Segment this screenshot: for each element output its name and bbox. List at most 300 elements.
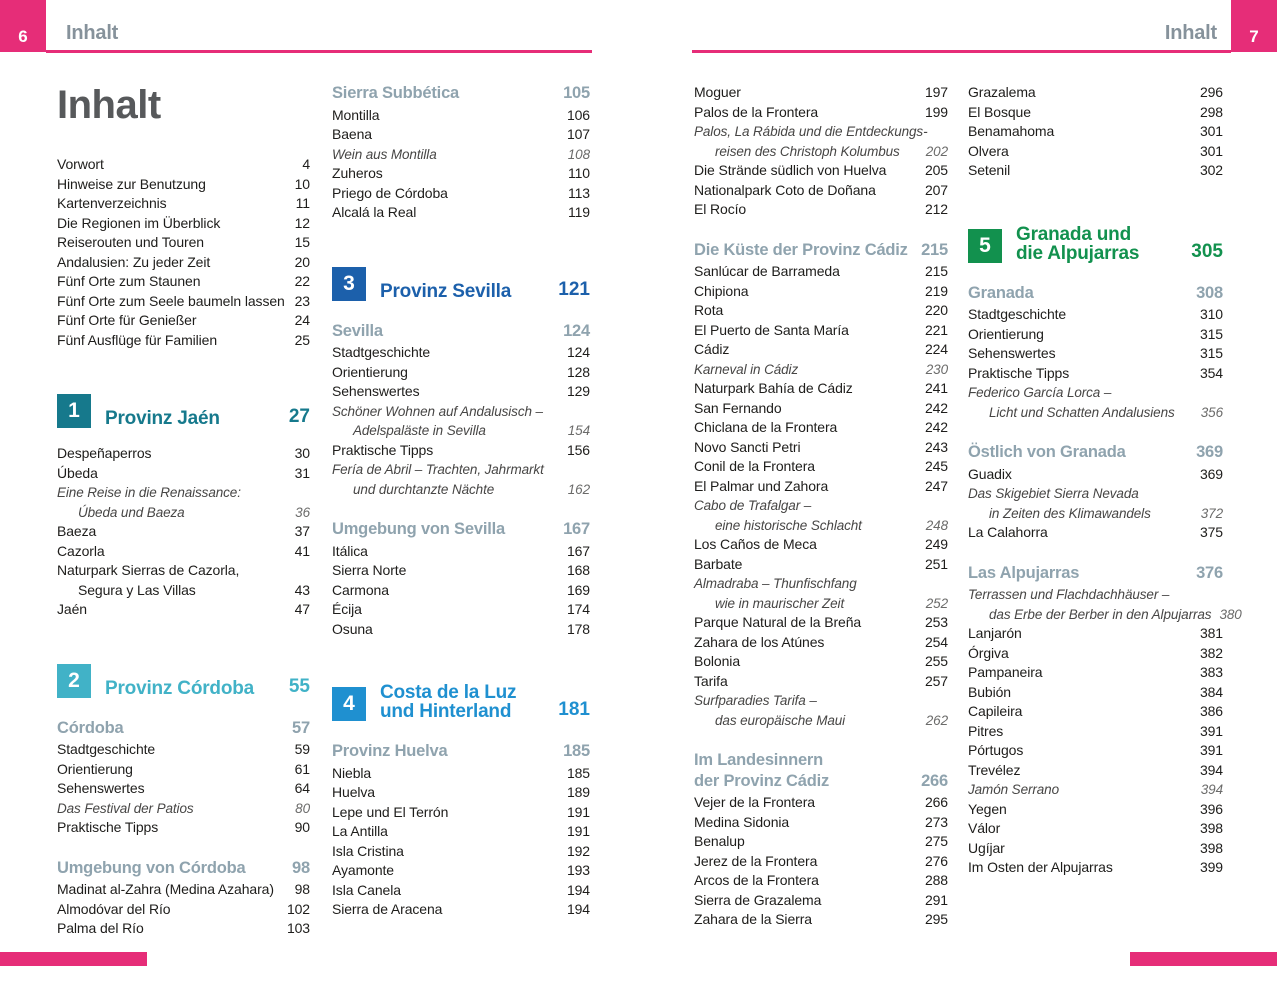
toc-entry xyxy=(694,477,948,497)
toc-entry-page: 220 xyxy=(924,302,948,318)
toc-entry-page: 11 xyxy=(295,195,310,211)
toc-entry xyxy=(57,503,310,523)
toc-entry-page: 24 xyxy=(294,312,310,328)
toc-entry-page: 253 xyxy=(924,614,948,630)
toc-entry-page: 20 xyxy=(294,253,310,270)
section-title-line: Die Küste der Provinz Cádiz xyxy=(694,240,908,259)
toc-entry-group xyxy=(694,83,948,220)
toc-entry xyxy=(332,460,590,480)
toc-entry xyxy=(332,581,590,601)
toc-entry-page: 43 xyxy=(294,581,310,598)
toc-entry-label: Baena xyxy=(332,126,372,142)
section-page: 185 xyxy=(563,742,590,760)
toc-entry xyxy=(968,800,1223,820)
chapter-title-line: und Hinterland xyxy=(380,701,512,722)
toc-entry-group xyxy=(332,542,590,640)
toc-entry-label: El Rocío xyxy=(694,201,747,217)
toc-entry-label: Écija xyxy=(332,601,362,617)
toc-entry-page: 61 xyxy=(294,760,310,777)
toc-entry xyxy=(968,305,1223,325)
toc-entry-label: El Palmar und Zahora xyxy=(694,477,829,494)
toc-entry xyxy=(57,253,310,273)
toc-entry-page: 189 xyxy=(566,784,590,800)
toc-entry-label: Licht und Schatten Andalusiens xyxy=(989,404,1175,420)
section-title-line: Umgebung von Sevilla xyxy=(332,520,505,538)
toc-entry xyxy=(57,542,310,562)
toc-entry xyxy=(694,574,948,594)
toc-entry-page: 23 xyxy=(294,292,310,309)
toc-entry-label: Capileira xyxy=(968,703,1023,719)
toc-entry-page: 4 xyxy=(302,156,310,172)
chapter-title-line: Provinz Córdoba xyxy=(105,677,255,699)
section-title-line: Granada xyxy=(968,283,1034,302)
toc-entry-label: Fería de Abril – Trachten, Jahrmarkt xyxy=(332,462,544,477)
toc-entry-page: 194 xyxy=(566,881,590,898)
section-page: 215 xyxy=(921,240,948,259)
section-title xyxy=(332,83,459,104)
toc-entry-page: 252 xyxy=(925,595,948,611)
toc-entry-page: 90 xyxy=(294,819,310,835)
toc-entry-page: 25 xyxy=(294,331,310,348)
toc-entry xyxy=(968,122,1223,142)
toc-entry-group xyxy=(332,343,590,499)
toc-entry xyxy=(57,483,310,503)
toc-entry-label: Vorwort xyxy=(57,156,104,172)
section-title xyxy=(968,563,1079,584)
toc-entry xyxy=(57,818,310,838)
chapter-page: 27 xyxy=(288,406,310,427)
toc-entry-label: Die Strände südlich von Huelva xyxy=(694,162,887,178)
toc-entry-label: Cabo de Trafalgar – xyxy=(694,498,812,513)
section-title-line: Las Alpujarras xyxy=(968,563,1080,582)
toc-entry xyxy=(57,175,310,195)
toc-entry-page: 302 xyxy=(1199,162,1223,178)
toc-entry xyxy=(694,832,948,852)
toc-entry-page: 298 xyxy=(1199,103,1223,120)
toc-entry-page: 255 xyxy=(924,653,948,669)
toc-entry-page: 382 xyxy=(1199,644,1223,661)
toc-entry-page: 221 xyxy=(924,321,948,338)
toc-entry xyxy=(968,644,1223,664)
toc-entry-page: 224 xyxy=(924,341,948,357)
section-page: 266 xyxy=(921,771,948,790)
section-title-line: Östlich von Granada xyxy=(968,443,1126,461)
toc-entry-label: Moguer xyxy=(694,84,741,100)
toc-entry-label: Vejer de la Frontera xyxy=(694,794,815,810)
section-title-line: Sevilla xyxy=(332,321,383,340)
toc-entry-label: Eine Reise in die Renaissance: xyxy=(57,485,241,500)
toc-entry xyxy=(57,919,310,939)
toc-entry-page: 15 xyxy=(294,234,310,250)
toc-entry-label: Carmona xyxy=(332,581,389,598)
toc-entry-page: 248 xyxy=(925,517,948,533)
chapter-number-badge: 4 xyxy=(332,687,366,721)
toc-entry-label: Trevélez xyxy=(968,761,1021,778)
toc-entry xyxy=(968,585,1223,605)
page-title: Inhalt xyxy=(57,83,161,127)
toc-entry-page: 107 xyxy=(566,126,590,142)
toc-entry-label: Das Festival der Patios xyxy=(57,800,194,816)
toc-entry xyxy=(332,561,590,581)
toc-entry-label: Hinweise zur Benutzung xyxy=(57,175,206,192)
toc-entry-label: Despeñaperros xyxy=(57,445,152,461)
toc-entry-label: Pampaneira xyxy=(968,664,1043,680)
toc-entry xyxy=(968,839,1223,859)
toc-entry xyxy=(57,581,310,601)
toc-entry xyxy=(694,142,948,162)
chapter-title-line: Provinz Jaén xyxy=(105,408,220,429)
toc-entry-label: Sierra de Aracena xyxy=(332,901,443,917)
toc-entry xyxy=(332,542,590,562)
section-page: 105 xyxy=(563,84,590,102)
header-rule-right xyxy=(692,50,1231,53)
toc-entry-label: Sehenswertes xyxy=(332,383,420,399)
section-heading xyxy=(332,519,590,540)
toc-entry-label: Úbeda xyxy=(57,464,98,481)
toc-entry-page: 288 xyxy=(924,872,948,888)
toc-entry-page: 113 xyxy=(567,184,590,201)
section-heading xyxy=(332,321,590,342)
toc-entry-page: 251 xyxy=(924,555,948,572)
toc-entry xyxy=(332,125,590,145)
toc-entry-page: 12 xyxy=(294,214,310,231)
toc-entry-page: 41 xyxy=(294,542,310,559)
toc-entry-label: Segura y Las Villas xyxy=(78,581,196,598)
page-number-left: 6 xyxy=(18,27,28,46)
chapter-title-line: Provinz Sevilla xyxy=(380,280,512,302)
toc-entry-page: 207 xyxy=(924,181,948,198)
toc-entry xyxy=(694,438,948,458)
toc-entry-page: 47 xyxy=(294,601,310,617)
toc-entry xyxy=(332,620,590,640)
toc-entry-label: Palos, La Rábida und die Entdeckungs- xyxy=(694,124,928,139)
toc-entry-page: 102 xyxy=(286,900,310,917)
toc-entry-page: 37 xyxy=(294,523,310,539)
toc-entry-label: Praktische Tipps xyxy=(968,364,1070,381)
toc-entry-label: das europäische Maui xyxy=(715,712,846,728)
toc-entry-page: 31 xyxy=(294,464,310,481)
toc-entry-page: 156 xyxy=(566,441,590,458)
toc-entry-label: Medina Sidonia xyxy=(694,813,790,830)
toc-entry-page: 202 xyxy=(925,143,948,159)
toc-entry xyxy=(332,184,590,204)
toc-entry-page: 257 xyxy=(924,672,948,689)
chapter-number-badge: 3 xyxy=(332,267,366,301)
toc-entry-page: 174 xyxy=(566,601,590,617)
toc-entry-label: wie in maurischer Zeit xyxy=(715,595,845,611)
chapter-heading xyxy=(332,267,590,301)
toc-entry-label: Naturpark Sierras de Cazorla, xyxy=(57,562,240,578)
toc-entry-label: Parque Natural de la Breña xyxy=(694,614,862,630)
toc-entry-page: 398 xyxy=(1199,820,1223,836)
toc-entry-page: 372 xyxy=(1200,505,1223,521)
toc-entry-label: Grazalema xyxy=(968,84,1036,100)
toc-entry-page: 191 xyxy=(566,803,590,820)
toc-entry xyxy=(332,803,590,823)
toc-entry-page: 394 xyxy=(1199,761,1223,778)
toc-entry xyxy=(57,760,310,780)
toc-entry-label: Stadtgeschichte xyxy=(57,741,156,757)
chapter-title xyxy=(380,282,550,301)
toc-entry xyxy=(57,311,310,331)
toc-entry xyxy=(694,399,948,419)
toc-entry xyxy=(694,262,948,282)
toc-entry-page: 310 xyxy=(1199,306,1223,322)
toc-entry-page: 193 xyxy=(566,862,590,878)
toc-entry-page: 80 xyxy=(295,800,310,816)
toc-entry xyxy=(968,344,1223,364)
toc-entry-label: Bolonia xyxy=(694,653,741,669)
toc-entry-label: Zahara de los Atúnes xyxy=(694,633,825,650)
section-title xyxy=(968,442,1126,463)
toc-entry-page: 205 xyxy=(924,162,948,178)
toc-entry xyxy=(332,480,590,500)
toc-entry-group xyxy=(57,880,310,939)
toc-entry-label: Reiserouten und Touren xyxy=(57,234,204,250)
toc-entry-label: Conil de la Frontera xyxy=(694,458,815,474)
chapter-title xyxy=(380,683,550,721)
toc-entry xyxy=(968,83,1223,103)
toc-entry-page: 391 xyxy=(1199,722,1223,739)
section-title-line: Umgebung von Córdoba xyxy=(57,858,246,877)
toc-entry-label: Cazorla xyxy=(57,542,105,559)
toc-entry-label: Schöner Wohnen auf Andalusisch – xyxy=(332,403,543,419)
toc-entry-label: Surfparadies Tarifa – xyxy=(694,693,817,708)
toc-entry xyxy=(968,702,1223,722)
section-page: 376 xyxy=(1196,563,1223,582)
toc-entry xyxy=(332,861,590,881)
toc-entry-page: 64 xyxy=(294,780,310,796)
toc-entry-page: 301 xyxy=(1199,142,1223,159)
toc-entry xyxy=(332,600,590,620)
toc-entry-page: 266 xyxy=(924,794,948,810)
chapter-title-line: Costa de la Luz xyxy=(380,682,517,703)
toc-entry-page: 185 xyxy=(566,764,590,781)
toc-entry-label: Naturpark Bahía de Cádiz xyxy=(694,380,853,396)
chapter-title-line: Granada und xyxy=(1016,223,1131,245)
chapter-number-badge: 5 xyxy=(968,229,1002,263)
toc-entry-label: Karneval in Cádiz xyxy=(694,361,799,377)
toc-entry-page: 197 xyxy=(924,84,948,100)
toc-entry-page: 219 xyxy=(924,282,948,299)
toc-entry-page: 384 xyxy=(1199,683,1223,700)
toc-entry-page: 356 xyxy=(1200,404,1223,420)
toc-entry xyxy=(694,910,948,930)
toc-entry xyxy=(57,233,310,253)
toc-entry-label: Stadtgeschichte xyxy=(968,306,1067,322)
toc-entry-label: Orientierung xyxy=(968,325,1044,342)
toc-entry-page: 215 xyxy=(924,263,948,279)
toc-entry-label: Palma del Río xyxy=(57,920,144,936)
toc-entry-page: 394 xyxy=(1200,782,1223,797)
toc-entry xyxy=(332,145,590,165)
toc-entry xyxy=(694,122,948,142)
toc-entry-label: Praktische Tipps xyxy=(332,441,434,458)
toc-entry-label: Adelspaläste in Sevilla xyxy=(353,423,486,438)
toc-entry-page: 178 xyxy=(566,620,590,637)
toc-entry xyxy=(332,783,590,803)
toc-entry-page: 128 xyxy=(566,363,590,380)
toc-entry-page: 199 xyxy=(924,103,948,120)
page-number-tab-left xyxy=(0,0,46,52)
toc-entry-page: 383 xyxy=(1199,664,1223,680)
toc-entry-page: 169 xyxy=(566,581,590,598)
toc-entry-label: Zuheros xyxy=(332,165,383,181)
section-title xyxy=(332,741,448,762)
toc-entry-page: 249 xyxy=(924,536,948,552)
toc-entry xyxy=(968,819,1223,839)
section-title xyxy=(332,321,383,342)
toc-entry-page: 192 xyxy=(566,842,590,859)
toc-entry xyxy=(694,83,948,103)
toc-entry-label: Andalusien: Zu jeder Zeit xyxy=(57,253,211,270)
toc-entry-page: 98 xyxy=(294,881,310,897)
toc-entry-page: 124 xyxy=(566,344,590,360)
toc-entry-page: 296 xyxy=(1199,84,1223,100)
toc-entry xyxy=(968,761,1223,781)
footer-bar-left xyxy=(0,952,147,966)
toc-entry-label: Chiclana de la Frontera xyxy=(694,419,838,435)
toc-entry-label: Jaén xyxy=(57,601,87,617)
toc-entry xyxy=(57,155,310,175)
toc-entry xyxy=(694,379,948,399)
toc-entry-label: El Puerto de Santa María xyxy=(694,321,849,338)
toc-entry xyxy=(332,441,590,461)
toc-entry-label: Ayamonte xyxy=(332,862,394,878)
toc-entry xyxy=(694,360,948,380)
toc-column-3 xyxy=(694,75,948,930)
toc-entry xyxy=(968,504,1223,524)
toc-entry xyxy=(694,457,948,477)
toc-entry xyxy=(57,799,310,819)
toc-entry-label: Isla Canela xyxy=(332,881,401,898)
toc-entry-page: 194 xyxy=(566,901,590,917)
page-number-right: 7 xyxy=(1249,27,1259,46)
toc-entry xyxy=(968,484,1223,504)
toc-entry-label: Barbate xyxy=(694,555,743,572)
toc-entry-page: 212 xyxy=(924,201,948,217)
toc-entry xyxy=(332,402,590,422)
toc-entry-label: Madinat al-Zahra (Medina Azahara) xyxy=(57,881,274,897)
toc-entry xyxy=(968,383,1223,403)
toc-entry xyxy=(694,181,948,201)
section-title-line: Im Landesinnern xyxy=(694,751,824,769)
toc-entry xyxy=(57,740,310,760)
chapter-title xyxy=(105,409,281,428)
toc-entry-label: Tarifa xyxy=(694,672,728,689)
toc-entry-page: 242 xyxy=(924,399,948,416)
toc-entry xyxy=(694,711,948,731)
toc-entry-label: Jerez de la Frontera xyxy=(694,852,818,869)
toc-entry-page: 262 xyxy=(925,712,948,728)
toc-entry xyxy=(968,465,1223,485)
section-page: 308 xyxy=(1196,283,1223,302)
toc-entry xyxy=(694,652,948,672)
toc-entry-label: Praktische Tipps xyxy=(57,819,159,835)
chapter-heading xyxy=(332,683,590,721)
toc-entry xyxy=(332,363,590,383)
toc-entry xyxy=(694,418,948,438)
chapter-title-line: die Alpujarras xyxy=(1016,242,1140,264)
toc-entry-page: 241 xyxy=(924,380,948,396)
section-heading xyxy=(57,858,310,879)
running-header-right: Inhalt xyxy=(1164,22,1217,44)
section-heading xyxy=(57,718,310,739)
toc-entry-page: 167 xyxy=(566,542,590,559)
toc-entry xyxy=(332,881,590,901)
toc-entry xyxy=(57,194,310,214)
toc-entry xyxy=(694,852,948,872)
toc-entry-label: Fünf Orte zum Staunen xyxy=(57,273,201,289)
toc-entry xyxy=(968,142,1223,162)
toc-entry-label: San Fernando xyxy=(694,399,782,416)
toc-entry-label: Jamón Serrano xyxy=(968,782,1059,797)
toc-entry xyxy=(57,444,310,464)
toc-entry xyxy=(968,325,1223,345)
section-title xyxy=(332,519,505,540)
toc-entry-page: 30 xyxy=(294,445,310,461)
toc-entry xyxy=(968,858,1223,878)
toc-entry-page: 243 xyxy=(924,438,948,455)
toc-entry-label: Terrassen und Flachdachhäuser – xyxy=(968,587,1170,602)
toc-entry-group xyxy=(694,793,948,930)
toc-entry-label: Órgiva xyxy=(968,644,1009,661)
chapter-heading xyxy=(57,394,310,428)
toc-entry-label: Die Regionen im Überblick xyxy=(57,214,221,231)
toc-entry-page: 36 xyxy=(295,504,310,520)
chapter-title xyxy=(105,679,281,698)
toc-entry-page: 230 xyxy=(925,361,948,377)
toc-entry xyxy=(694,161,948,181)
section-title-line: der Provinz Cádiz xyxy=(694,771,830,790)
toc-entry xyxy=(57,272,310,292)
toc-entry-label: Zahara de la Sierra xyxy=(694,911,812,927)
toc-entry-page: 254 xyxy=(924,633,948,650)
section-heading xyxy=(968,563,1223,584)
section-heading xyxy=(332,83,590,104)
toc-entry xyxy=(57,880,310,900)
toc-entry-label: Los Caños de Meca xyxy=(694,536,817,552)
toc-entry xyxy=(694,282,948,302)
chapter-page: 121 xyxy=(558,278,590,300)
toc-entry-group xyxy=(332,764,590,920)
toc-entry-page: 276 xyxy=(924,852,948,869)
toc-entry xyxy=(968,605,1242,625)
chapter-page: 55 xyxy=(288,675,310,697)
toc-entry xyxy=(694,496,948,516)
toc-entry xyxy=(968,683,1223,703)
toc-entry xyxy=(694,633,948,653)
toc-entry-label: Benamahoma xyxy=(968,123,1055,139)
toc-entry xyxy=(968,523,1223,543)
toc-entry-label: Sierra Norte xyxy=(332,562,407,578)
toc-entry-page: 162 xyxy=(567,481,590,497)
toc-entry-label: reisen des Christoph Kolumbus xyxy=(715,143,900,159)
toc-entry xyxy=(57,779,310,799)
toc-entry-page: 380 xyxy=(1219,606,1242,622)
section-page: 57 xyxy=(292,718,310,737)
toc-entry-page: 108 xyxy=(567,146,590,162)
toc-entry xyxy=(57,214,310,234)
toc-entry-label: Baeza xyxy=(57,523,97,539)
toc-column-1 xyxy=(57,75,310,939)
toc-entry xyxy=(694,871,948,891)
toc-entry-page: 396 xyxy=(1199,800,1223,817)
toc-entry-label: Rota xyxy=(694,302,724,318)
toc-entry-page: 247 xyxy=(924,477,948,494)
toc-entry xyxy=(968,103,1223,123)
toc-entry-label: eine historische Schlacht xyxy=(715,517,862,533)
